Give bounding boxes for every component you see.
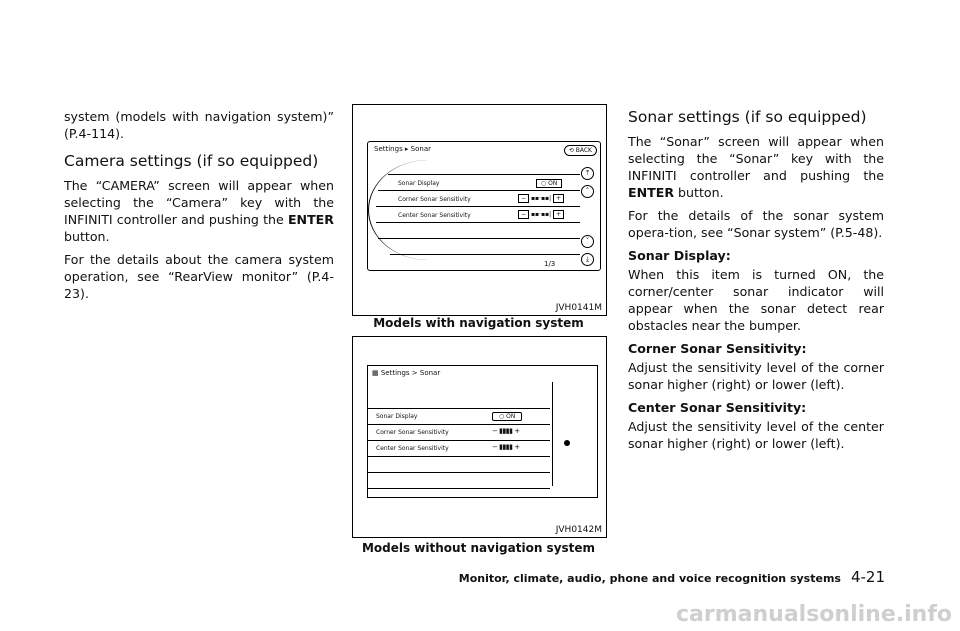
row-corner-sensitivity: Corner Sonar Sensitivity [376, 429, 449, 436]
back-button: ⟲ BACK [564, 145, 597, 156]
corner-sensitivity-label: Corner Sonar Sensitivity: [628, 341, 807, 356]
figure-code: JVH0141M [555, 303, 602, 313]
row-center-sensitivity: Center Sonar Sensitivity [398, 212, 471, 219]
row-corner-sensitivity: Corner Sonar Sensitivity [398, 196, 471, 203]
sonar-para-2: For the details of the sonar system opera-tion, see “Sonar system” (P.5-48). [628, 208, 884, 240]
figure-1-caption: Models with navigation system [373, 316, 584, 330]
scroll-bottom-icon: ⤓ [581, 253, 594, 266]
footer-section: Monitor, climate, audio, phone and voice recognition systems [458, 572, 841, 585]
center-sensitivity-label: Center Sonar Sensitivity: [628, 400, 807, 415]
intro-text: system (models with navigation system)” (P.4-114). [64, 109, 334, 141]
camera-para-1: The “CAMERA” screen will appear when selecting the “Camera” key with the INFINITI controller and pushing the ENTER button. [64, 178, 334, 244]
non-nav-sonar-screen [367, 365, 598, 498]
nav-sonar-screen [367, 141, 601, 271]
watermark: carmanualsonline.info [676, 602, 952, 627]
screen-curve [368, 160, 581, 260]
sonar-para-1: The “Sonar” screen will appear when selecting the “Sonar” key with the INFINITI controller and pushing the ENTER button. [628, 134, 884, 200]
page-footer [455, 568, 885, 586]
left-column [64, 108, 334, 308]
scroll-dial [552, 382, 569, 486]
row-sonar-display: Sonar Display [398, 180, 440, 187]
scroll-up-icon: ˄ [581, 185, 594, 198]
scroll-top-icon: ⤒ [581, 167, 594, 180]
figure-navigation-screen [352, 104, 607, 316]
figure-non-navigation-screen [352, 336, 607, 538]
page-number: 4-21 [850, 568, 885, 586]
center-sensitivity-bar: − ▮▮▮▮ + [492, 443, 520, 451]
center-sensitivity-text: Adjust the sensitivity level of the center sonar higher (right) or lower (left). [628, 419, 884, 451]
camera-heading: Camera settings (if so equipped) [64, 152, 319, 170]
sonar-display-label: Sonar Display: [628, 248, 731, 263]
sonar-heading: Sonar settings (if so equipped) [628, 108, 867, 126]
scroll-down-icon: ˅ [581, 235, 594, 248]
row-sonar-display: Sonar Display [376, 413, 418, 420]
figure-code: JVH0142M [555, 525, 602, 535]
on-toggle: ○ ON [492, 412, 522, 421]
scroll-position-icon [564, 440, 570, 446]
right-column [628, 108, 884, 458]
page-indicator: 1/3 [544, 260, 556, 268]
row-center-sensitivity: Center Sonar Sensitivity [376, 445, 449, 452]
center-sensitivity-bar: − ▪▪·▪▪| + [518, 211, 564, 218]
screen-breadcrumb: ▦ Settings > Sonar [372, 369, 441, 377]
corner-sensitivity-text: Adjust the sensitivity level of the corner sonar higher (right) or lower (left). [628, 360, 884, 392]
camera-para-2: For the details about the camera system operation, see “RearView monitor” (P.4-23). [64, 252, 334, 301]
corner-sensitivity-bar: − ▪▪·▪▪| + [518, 195, 564, 202]
on-toggle: ○ ON [536, 179, 562, 188]
corner-sensitivity-bar: − ▮▮▮▮ + [492, 427, 520, 435]
figure-2-caption: Models without navigation system [361, 541, 596, 555]
sonar-display-text: When this item is turned ON, the corner/center sonar indicator will appear when the sonar detect rear obstacles near the bumper. [628, 267, 884, 333]
screen-breadcrumb: Settings ▸ Sonar [374, 145, 432, 153]
